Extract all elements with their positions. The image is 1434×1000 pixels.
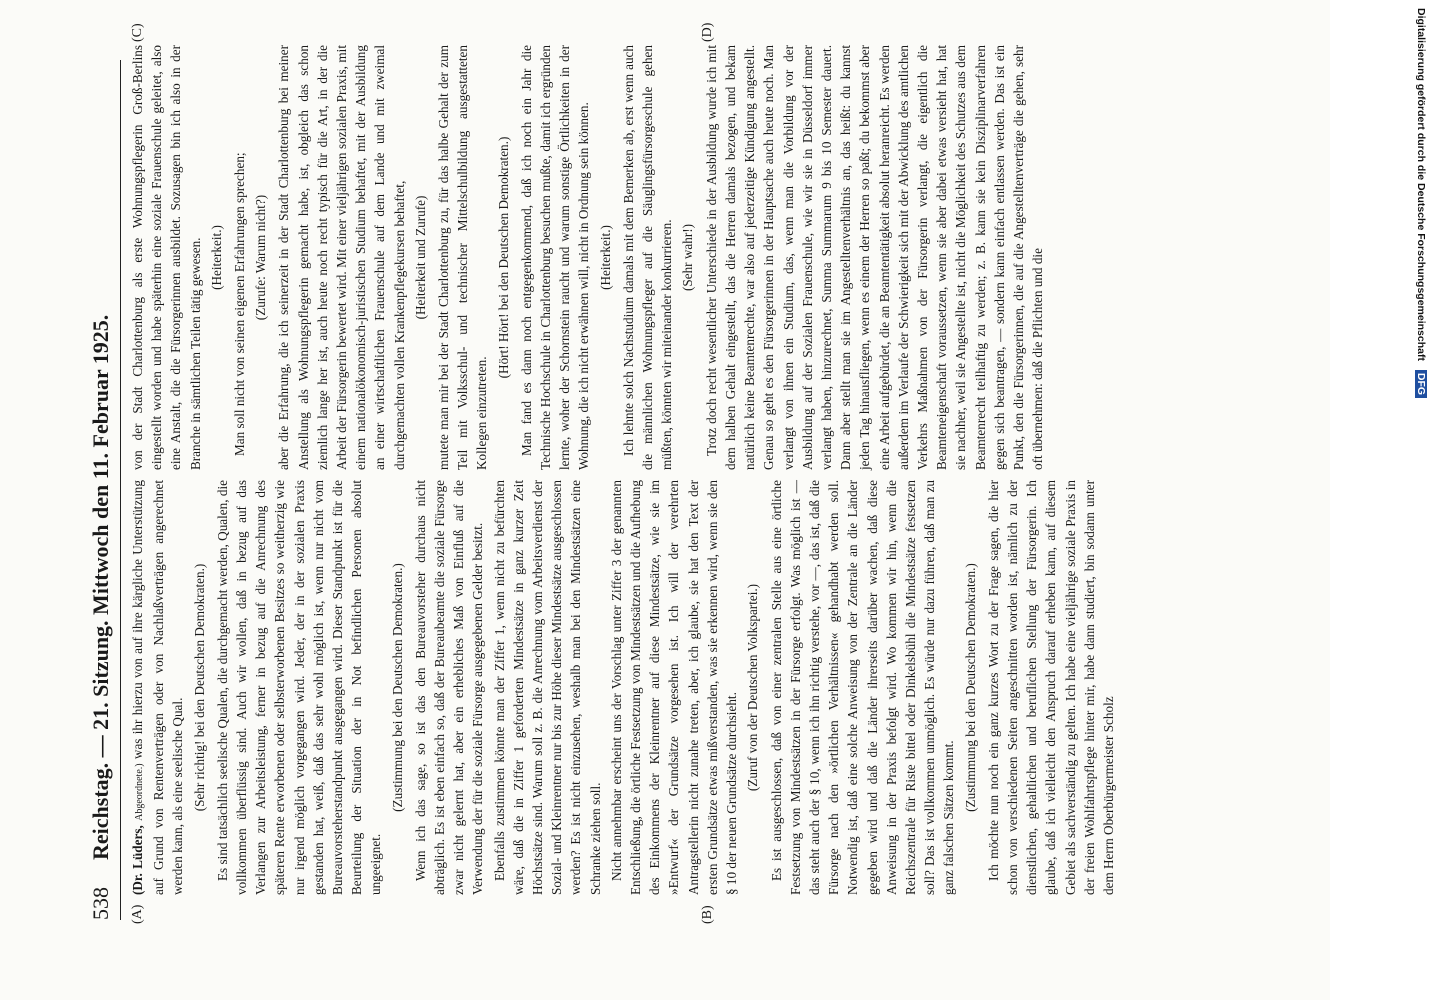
paragraph: aber die Erfahrung, die ich seinerzeit in der Stadt Charlottenburg bei meiner Anstellung als Wohnungspflegerin gemacht habe, ist, obgleich das schon ziemlich lange her ist, auch heute noch recht typisch für die Art, in der die Arbeit der Fürsorgerin bewertet wird. Mit einer vieljährigen sozialen Praxis, mit einem nationalökonomisch-juristischen Studium behaftet, mit der Ausbildung an einer wirtschaftlichen Frauenschule auf dem Lande und mit zweimal durchgemachten vollen Krankenpflegekursen behaftet, bbox=[276, 45, 407, 470]
paragraph: Man fand es dann noch entgegenkommend, daß ich noch ein Jahr die Technische Hochschule in Charlottenburg besuchen mußte, damit ich ergründen lernte, woher der Schornstein raucht und warum sonstige Örtlichkeiten in der Wohnung, die ich nicht erwähnen will, nicht in Ordnung sein können. bbox=[518, 45, 592, 470]
interjection: (Heiterkeit.) bbox=[597, 225, 613, 290]
paragraph-text: was ihr hierzu von auf ihre kärgliche Unterstützung auf Grund von Rentenverträgen oder von Nachlaßverträgen angerechnet werden kann, als eine seelische Qual. bbox=[130, 480, 186, 895]
margin-marker-b: (B) bbox=[700, 905, 715, 924]
interjection: (Zurufe: Warum nicht?) bbox=[253, 194, 269, 321]
paragraph: Ich lehnte solch Nachstudium damals mit dem Bemerken ab, erst wenn auch die männlichen Wohnungspfleger auf die Säuglingsfürsorgeschule gehen müßten, könnten wir miteinander konkurrieren. bbox=[620, 45, 675, 470]
page-number: 538 bbox=[88, 887, 113, 920]
credit-text: Digitalisierung gefördert durch die Deutsche Forschungsgemeinschaft bbox=[1415, 8, 1427, 361]
speaker-name: (Dr. Lüders, bbox=[130, 825, 145, 895]
interjection: (Zustimmung bei den Deutschen Demokraten.) bbox=[389, 563, 405, 812]
interjection: (Sehr richtig! bei den Deutschen Demokraten.) bbox=[191, 563, 207, 812]
paragraph: Man soll nicht von seinen eigenen Erfahrungen sprechen; bbox=[232, 152, 248, 456]
paragraph: Ich möchte nun noch ein ganz kurzes Wort zu der Frage sagen, die hier schon von verschiedenen Seiten angeschnitten worden ist, nämlich zu der dienstlichen, gehaltlichen und beruflichen Stellung der Fürsorgerin. Ich glaube, daß ich vielleicht den Anspruch darauf erheben kann, auf diesem Gebiet als sachverständig zu gelten. Ich habe eine vieljährige soziale Praxis in der freien Wohlfahrtspflege hinter mir, habe dann studiert, bin sodann unter dem Herrn Oberbürgermeister Scholz bbox=[985, 480, 1116, 895]
paragraph: Es ist ausgeschlossen, daß von einer zentralen Stelle aus eine örtliche Festsetzung von Mindestsätzen in der Fürsorge erfolgt. Was möglich ist — das steht auch der § 10, wenn ich ihn richtig verstehe, vor —, das ist, daß die Fürsorge nach den »örtlichen Verhältnissen« gehandhabt werden soll. Notwendig ist, daß eine solche Anweisung von der Zentrale an die Länder gegeben wird und daß die Länder ihrerseits darüber wachen, daß diese Anweisung in der Praxis befolgt wird. Wo kommen wir hin, wenn die Reichszentrale für Riste bittel oder Dinkelsbühl die Mindestsätze festsetzen soll? Das ist vollkommen unmöglich. Es würde nur dazu führen, daß man zu ganz falschen Sätzen kommt. bbox=[768, 480, 957, 895]
paragraph: Es sind tatsächlich seelische Qualen, die durchgemacht werden, Qualen, die vollkommen überflüssig sind. Auch wir wollen, daß in bezug auf das Verlangen zur Arbeitsleistung, ferner in bezug auf die Anrechnung des späteren Rente erworbenen oder selbsterworbenen Besitzes so weitherzig wie nur irgend möglich vorgegangen wird. Jeder, der in der sozialen Praxis gestanden hat, weiß, daß das sehr wohl möglich ist, wenn nur nicht vom Bureauvorsteherstandpunkt ausgegangen wird. Dieser Standpunkt ist für die Beurteilung der Situation der in Not befindlichen Personen absolut ungeeignet. bbox=[214, 480, 384, 895]
digitization-credit bbox=[1415, 8, 1434, 988]
paragraph bbox=[128, 480, 188, 895]
interjection: (Zuruf von der Deutschen Volkspartei.) bbox=[745, 583, 761, 792]
page-header bbox=[80, 60, 121, 920]
paragraph: Wenn ich das sage, so ist das den Bureauvorsteher durchaus nicht abträglich. Es ist eben einfach so, daß der Bureaubeamte die soziale Fürsorge zwar nicht gelernt hat, aber ein erhebliches Maß von Einfluß auf die Verwendung der für die soziale Fürsorge ausgegebenen Gelder besitzt. bbox=[412, 480, 486, 895]
margin-marker-a: (A) bbox=[130, 904, 145, 924]
interjection: (Heiterkeit und Zurufe) bbox=[412, 195, 428, 320]
speaker-role: Abgeordnete.) bbox=[134, 763, 145, 821]
interjection: (Hört! Hört! bei den Deutschen Demokraten.) bbox=[495, 136, 511, 379]
paragraph: Trotz doch recht wesentlicher Unterschiede in der Ausbildung wurde ich mit dem halben Gehalt eingestellt, das die Herren damals bezogen, und bekam natürlich keine Beamtenrechte, war also auf jederzeitige Kündigung angestellt. Genau so geht es den Fürsorgerinnen in der Hauptsache auch heute noch. Man verlangt von ihnen ein Studium, das, wenn man die Vorbildung vor der Ausbildung auf der Sozialen Frauenschule, wie wir sie in Düsseldorf immer verlangt haben, hinzurechnet, Summa Summarum 9 bis 10 Semester dauert. Dann aber stellt man sie im Angestelltenverhältnis an, das heißt: du kannst jeden Tag hinausfliegen, wenn es einem der Herren so paßt; du bekommst aber eine Arbeit aufgebürdet, die an Beamtentätigkeit absolut heranreicht. Es werden außerdem im Verlaufe der Schwierigkeit sich mit der Abwicklung des amtlichen Verkehrs Maßnahmen von der Fürsorgerin verlangt, die eigentlich die Beamteneigenschaft voraussetzen, wenn sie aber dabei etwas versieht hat, hat sie nachher, weil sie Angestellte ist, nicht die Möglichkeit des Schutzes aus dem Beamtenrecht teilhaftig zu werden; z. B. kann sie kein Disziplinarverfahren gegen sich beantragen, — sondern kann einfach entlassen werden. Das ist ein Punkt, den die Fürsorgerinnen, die auf die Angestelltenverträge die gehen, sehr oft übernehmen: daß die Pflichten und die bbox=[703, 45, 1046, 470]
left-column bbox=[128, 480, 1120, 895]
page-title: Reichstag. — 21. Sitzung. Mittwoch den 11. Februar 1925. bbox=[88, 314, 113, 860]
paragraph: Ebenfalls zustimmen könnte man der Ziffer 1, wenn nicht zu befürchten wäre, daß die in Ziffer 1 geforderten Mindestsätze in ganz kurzer Zeit Höchstsätze sind. Warum soll z. B. die Anrechnung vom Arbeitsverdienst der Sozial- und Kleinrentner nur bis zur Höhe dieser Mindestsätze ausgeschlossen werden? Es ist nicht einzusehen, weshalb man bei den Mindestsätzen eine Schranke ziehen soll. bbox=[491, 480, 603, 895]
margin-marker-c: (C) bbox=[130, 23, 145, 42]
interjection: (Zustimmung bei den Deutschen Demokraten.) bbox=[962, 563, 978, 812]
paragraph: Nicht annehmbar erscheint uns der Vorschlag unter Ziffer 3 der genannten Entschließung, die örtliche Festsetzung von Mindestsätzen und die Aufhebung des Einkommens der Kleinrentner auf diese Mindestsätze, wie sie im »Entwurf« der Grundsätze vorgesehen ist. Ich will der verehrten Antragstellerin nicht zunahe treten, aber, ich glaube, sie hat den Text der ersten Grundsätze etwas mißverstanden, was sie erkennen wird, wenn sie den § 10 der neuen Grundsätze durchsieht. bbox=[608, 480, 740, 895]
interjection: (Sehr wahr!) bbox=[680, 224, 696, 292]
paragraph: von der Stadt Charlottenburg als erste Wohnungspflegerin Groß-Berlins eingestellt worden und habe späterhin eine soziale Frauenschule geleitet, also eine Anstalt, die die Fürsorgerinnen ausbildet. Sozusagen bin ich also in der Branche in sämtlichen Teilen tätig gewesen. bbox=[130, 45, 203, 470]
margin-marker-d: (D) bbox=[700, 22, 715, 42]
dfg-logo: DFG bbox=[1415, 370, 1427, 398]
interjection: (Heiterkeit.) bbox=[208, 225, 224, 290]
paragraph: mutete man mir bei der Stadt Charlottenburg zu, für das halbe Gehalt der zum Teil mit Volksschul- und technischer Mittelschulbildung ausgestatteten Kollegen einzutreten. bbox=[436, 45, 490, 470]
right-column bbox=[128, 45, 1049, 470]
